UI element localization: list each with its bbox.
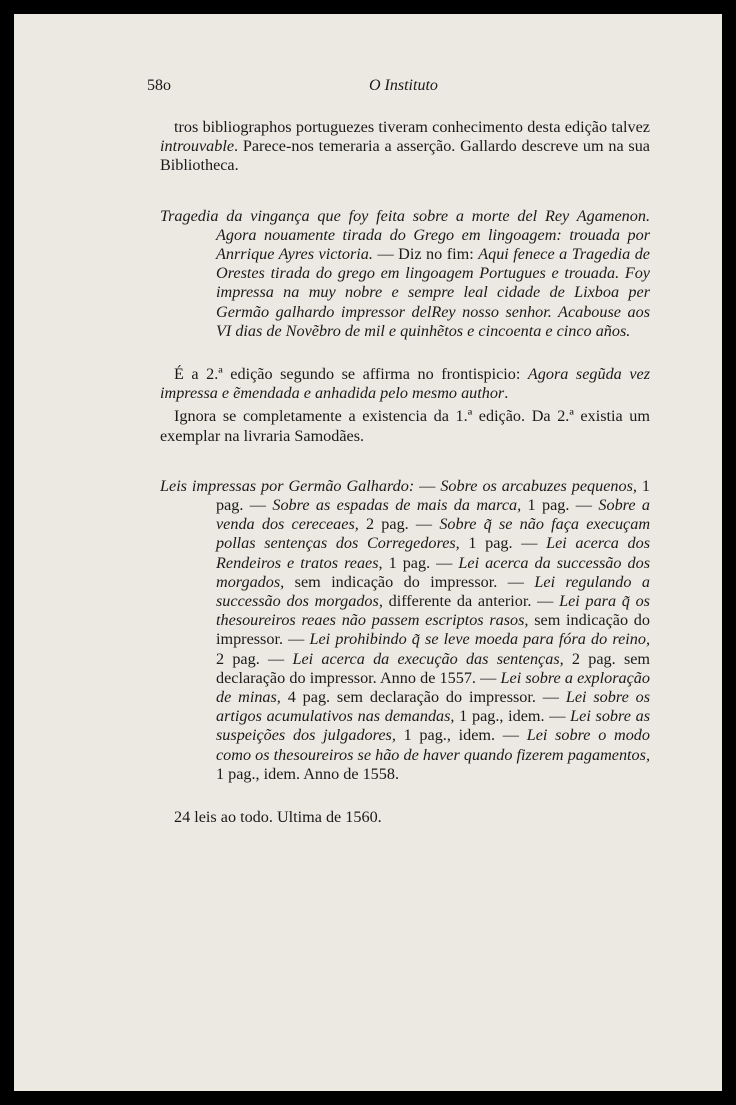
- text-block: [160, 118, 650, 827]
- segunda-edicao-paragraph: É a 2.ª edição segundo se affirma no frontispicio: Agora segũda vez impressa e ẽmendada e anhadida pelo mesmo author.: [160, 365, 650, 403]
- tragedia-entry: [160, 207, 650, 341]
- lei-title: Sobre as espadas de mais da marca,: [272, 496, 522, 515]
- lei-title: Lei prohibindo q̃ se leve moeda para fóra do reino,: [309, 630, 650, 649]
- total-paragraph: 24 leis ao todo. Ultima de 1560.: [174, 808, 382, 827]
- running-title: O Instituto: [369, 77, 438, 94]
- frontispicio-quote: Agora segũda vez impressa e ẽmendada e anhadida pelo mesmo author: [160, 365, 650, 403]
- lei-title: Lei acerca dos Rendeiros e tratos reaes,: [216, 534, 650, 572]
- lei-note: 1 pag. —: [382, 553, 459, 572]
- lei-note: 4 pag. sem declaração do impressor. —: [280, 688, 566, 707]
- lei-note: 2 pag. sem declaração do impressor. Anno de 1557. —: [216, 649, 651, 687]
- lei-title: Lei sobre a exploração de minas,: [216, 668, 650, 707]
- lei-title: Sobre os arcabuzes pequenos,: [440, 476, 637, 495]
- page-number: 58o: [147, 77, 171, 94]
- lei-note: 2 pag. —: [358, 515, 440, 534]
- lei-title: Lei sobre os artigos acumulativos nas demandas,: [216, 688, 650, 726]
- lei-note: 1 pag., idem. —: [454, 707, 571, 726]
- lei-title: Lei acerca da execução das sentenças,: [292, 649, 564, 668]
- ignora-paragraph: Ignora se completamente a existencia da 1.ª edição. Da 2.ª existia um exemplar na livraria Samodães.: [160, 407, 650, 445]
- lei-note: 1 pag., idem. —: [395, 726, 527, 745]
- lei-note: 1 pag., idem. Anno de 1558.: [216, 764, 399, 783]
- introuvable-term: introuvable: [160, 137, 235, 156]
- lei-title: Lei sobre o modo como os thesoureiros se hão de haver quando fizerem pagamentos,: [216, 726, 650, 764]
- lei-note: 2 pag. —: [216, 649, 293, 668]
- intro-paragraph: tros bibliographos portuguezes tiveram conhecimento desta edição talvez introuvable. Parece-nos temeraria a asserção. Gallardo descreve um na sua Bibliotheca.: [160, 118, 650, 175]
- lei-title: Lei para q̃ os thesoureiros reaes não passem escriptos rasos,: [216, 592, 650, 630]
- lei-note: —: [414, 476, 441, 495]
- leis-entry: [160, 477, 650, 784]
- page-header: [147, 77, 647, 99]
- lei-note: differente da anterior. —: [382, 592, 560, 611]
- lei-title: Sobre a venda dos cereceaes,: [216, 496, 651, 534]
- lei-note: 1 pag. —: [521, 496, 599, 515]
- book-page: [14, 14, 722, 1091]
- lei-note: 1 pag. —: [459, 534, 547, 553]
- tragedia-colophon: Aqui fenece a Tragedia de Orestes tirada do grego em lingoagem Portugues e trouada. Foy impressa na muy nobre e sempre leal cidade de Lixboa per Germão galhardo impressor delRey nosso senhor. Acabouse aos VI dias de Novẽbro de mil e quinhẽtos e cincoenta e cinco años.: [216, 245, 650, 340]
- lei-note: sem indicação do impressor. —: [216, 611, 650, 649]
- lei-title: Lei regulando a successão dos morgados,: [216, 572, 650, 611]
- diz-label: — Diz no fim:: [372, 245, 479, 264]
- lei-title: Sobre q̃ se não faça execuçam pollas sentenças dos Corregedores,: [216, 515, 651, 553]
- lei-note: sem indicação do impressor. —: [284, 572, 535, 591]
- lei-title: Leis impressas por Germão Galhardo:: [160, 476, 415, 495]
- lei-note: 1 pag. —: [216, 476, 651, 515]
- lei-title: Lei sobre as suspeições dos julgadores,: [216, 707, 651, 745]
- tragedia-title: Tragedia da vingança que foy feita sobre a morte del Rey Agamenon. Agora nouamente tirada do Grego em lingoagem: trouada por Anrrique Ayres victoria.: [160, 206, 650, 264]
- lei-title: Lei acerca da successão dos morgados,: [216, 553, 650, 591]
